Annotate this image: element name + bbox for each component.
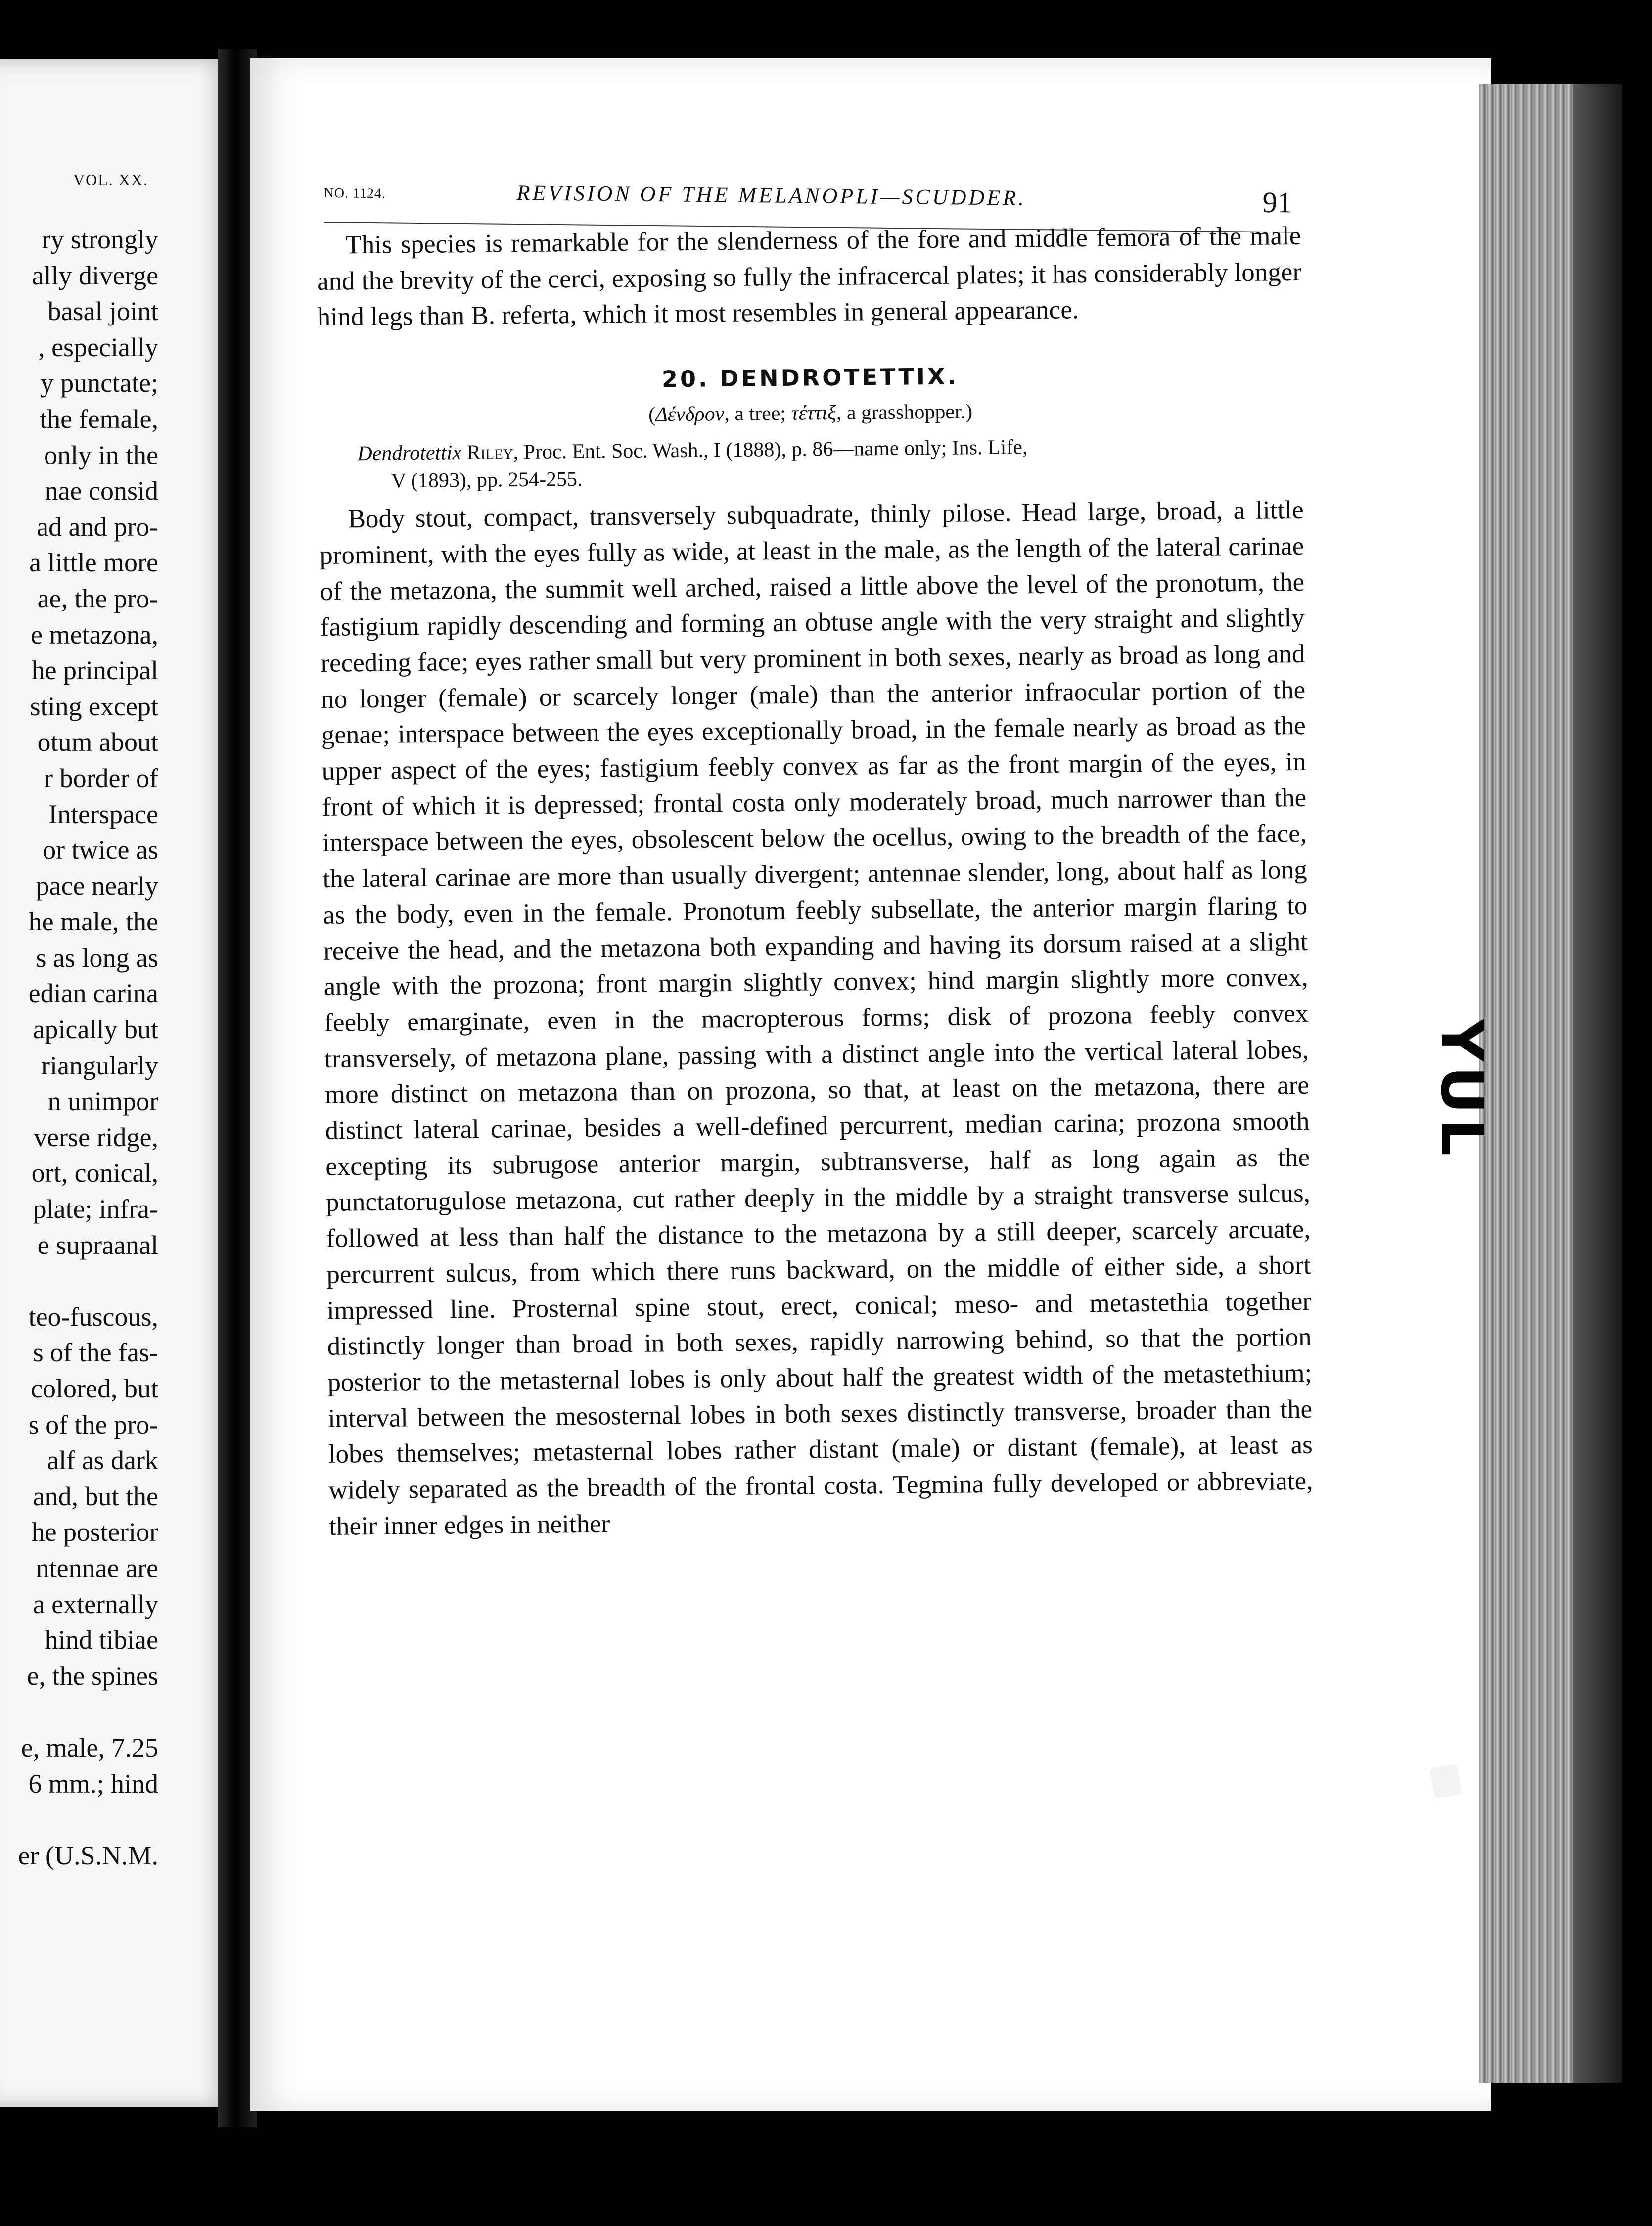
previous-page-line xyxy=(18,1263,158,1299)
previous-page-line: Interspace xyxy=(48,799,158,829)
previous-page-line: e metazona, xyxy=(31,619,158,649)
previous-page-line: pace nearly xyxy=(36,871,158,901)
previous-page-line: the female, xyxy=(40,404,158,434)
previous-page-line: basal joint xyxy=(47,296,158,326)
previous-page-line: ort, conical, xyxy=(31,1158,158,1188)
previous-page-line: he principal xyxy=(31,655,158,686)
previous-page-line: and, but the xyxy=(33,1481,158,1511)
previous-page-line: y punctate; xyxy=(40,368,158,398)
previous-page-line: riangularly xyxy=(41,1050,158,1080)
previous-page-line: e, male, 7.25 xyxy=(21,1732,158,1762)
previous-page-line: , especially xyxy=(38,332,158,362)
book-cover-edge xyxy=(1573,84,1622,2083)
library-stamp: YUL xyxy=(1428,1019,1496,1161)
previous-page-line: apically but xyxy=(33,1015,158,1045)
previous-page-text xyxy=(18,222,158,1873)
running-title: REVISION OF THE MELANOPLI—SCUDDER. xyxy=(516,181,1027,210)
previous-page-line: a little more xyxy=(29,548,158,578)
previous-page-line: ally diverge xyxy=(32,260,158,290)
section-heading: 20. DENDROTETTIX. xyxy=(661,363,959,393)
previous-page-line: ad and pro- xyxy=(37,511,158,542)
page-text xyxy=(317,218,1313,1544)
previous-page-line: colored, but xyxy=(31,1374,158,1403)
previous-page xyxy=(0,59,232,2107)
intro-paragraph: This species is remarkable for the slenderness of the fore and middle femora of the male and the brevity of the cerci, exposing so fully the infracercal plates; it has considerably longer hind legs than B. referta, which it most resembles in general appearance. xyxy=(317,221,1302,332)
genus-description: Body stout, compact, transversely subquadrate, thinly pilose. Head large, broad, a little prominent, with the eyes fully as wide, at least in the male, as the length of the lateral carinae of the metazona, the summit well arched, raised a little above the level of the pronotum, the fastigium rapidly descending and forming an obtuse angle with the very straight and slightly receding face; eyes rather small but very prominent in both sexes, nearly as broad as long and no longer (female) or scarcely longer (male) than the anterior infraocular portion of the genae; interspace between the eyes exceptionally broad, in the female nearly as broad as the upper aspect of the eyes; fastigium feebly convex as far as the front margin of the eyes, in front of which it is depressed; frontal costa only moderately broad, much narrower than the interspace between the eyes, obsolescent below the ocellus, owing to the breadth of the face, the lateral carinae are more than usually divergent; antennae slender, long, about half as long as the body, even in the female. Pronotum feebly subsellate, the anterior margin flaring to receive the head, and the metazona both expanding and having its dorsum raised at a slight angle with the prozona; front margin slightly convex; hind margin slightly more convex, feebly emarginate, even in the macropterous forms; disk of prozona feebly convex transversely, of metazona plane, passing with a distinct angle into the vertical lateral lobes, more distinct on metazona than on prozona, so that, at least on the metazona, there are distinct lateral carinae, besides a well-defined percurrent, median carina; prozona smooth excepting its subrugose anterior margin, subtransverse, half as long again as the punctatorugulose metazona, cut rather deeply in the middle by a straight transverse sulcus, followed at less than half the distance to the metazona by a still deeper, scarcely arcuate, percurrent sulcus, from which there runs backward, on the middle of either side, a short impressed line. Prosternal spine stout, erect, conical; meso- and metastethia together distinctly longer than broad in both sexes, rapidly narrowing behind, so that the portion posterior to the metasternal lobes is only about half the greatest width of the metastethium; interval between the mesosternal lobes in both sexes distinctly transverse, broader than the lobes themselves; metasternal lobes rather distant (male) or distant (female), at least as widely separated as the breadth of the frontal costa. Tegmina fully developed or abbreviate, their inner edges in neither xyxy=(320,495,1313,1541)
citation-line-1: , Proc. Ent. Soc. Wash., I (1888), p. 86—name only; Ins. Life, xyxy=(513,436,1028,464)
previous-page-line: otum about xyxy=(37,727,158,757)
previous-page-line: or twice as xyxy=(43,835,158,865)
previous-page-line: 6 mm.; hind xyxy=(28,1768,158,1799)
previous-page-running-head: VOL. XX. xyxy=(73,171,148,188)
previous-page-line: s as long as xyxy=(36,942,158,973)
page-number: 91 xyxy=(1262,186,1292,219)
page-edges xyxy=(1479,84,1622,2083)
previous-page-line: only in the xyxy=(44,440,158,470)
previous-page-line: verse ridge, xyxy=(34,1122,158,1152)
previous-page-line: hind tibiae xyxy=(45,1625,158,1655)
etymology: (Δένδρον, a tree; τέττιξ, a grasshopper.) xyxy=(648,400,973,426)
previous-page-line: plate; infra- xyxy=(33,1194,158,1224)
etymology-greek-2: τέττιξ xyxy=(791,402,837,425)
previous-page-line: he posterior xyxy=(31,1517,158,1547)
previous-page-line: n unimpor xyxy=(47,1086,158,1116)
previous-page-line: r border of xyxy=(44,763,158,793)
previous-page-line: ae, the pro- xyxy=(37,583,158,613)
etymology-text-1: , a tree; xyxy=(724,402,791,426)
previous-page-line: alf as dark xyxy=(47,1445,158,1476)
previous-page-line: ntennae are xyxy=(36,1553,158,1583)
previous-page-line: ry strongly xyxy=(42,225,158,254)
citation-genus: Dendrotettix xyxy=(357,441,462,465)
previous-page-line xyxy=(18,1802,158,1838)
etymology-text-2: , a grasshopper. xyxy=(836,400,966,425)
previous-page-line: a externally xyxy=(33,1589,158,1619)
citation-author: Riley xyxy=(466,441,513,464)
genus-citation xyxy=(319,431,1303,496)
previous-page-line: sting except xyxy=(30,691,158,721)
article-number: NO. 1124. xyxy=(323,185,386,202)
previous-page-line: e supraanal xyxy=(37,1230,158,1260)
previous-page-line: s of the pro- xyxy=(28,1409,158,1439)
citation-line-2: V (1893), pp. 254-255. xyxy=(391,467,583,493)
previous-page-line: teo-fuscous, xyxy=(28,1301,158,1332)
previous-page-line: e, the spines xyxy=(27,1661,158,1691)
previous-page-line: nae consid xyxy=(45,476,158,506)
edge-mark xyxy=(1429,1764,1462,1799)
previous-page-line: edian carina xyxy=(28,978,158,1009)
etymology-greek-1: Δένδρον xyxy=(655,403,725,426)
previous-page-line: er (U.S.N.M. xyxy=(18,1840,158,1870)
previous-page-line: s of the fas- xyxy=(33,1338,158,1368)
previous-page-line xyxy=(18,1694,158,1730)
previous-page-line: he male, the xyxy=(28,907,158,937)
